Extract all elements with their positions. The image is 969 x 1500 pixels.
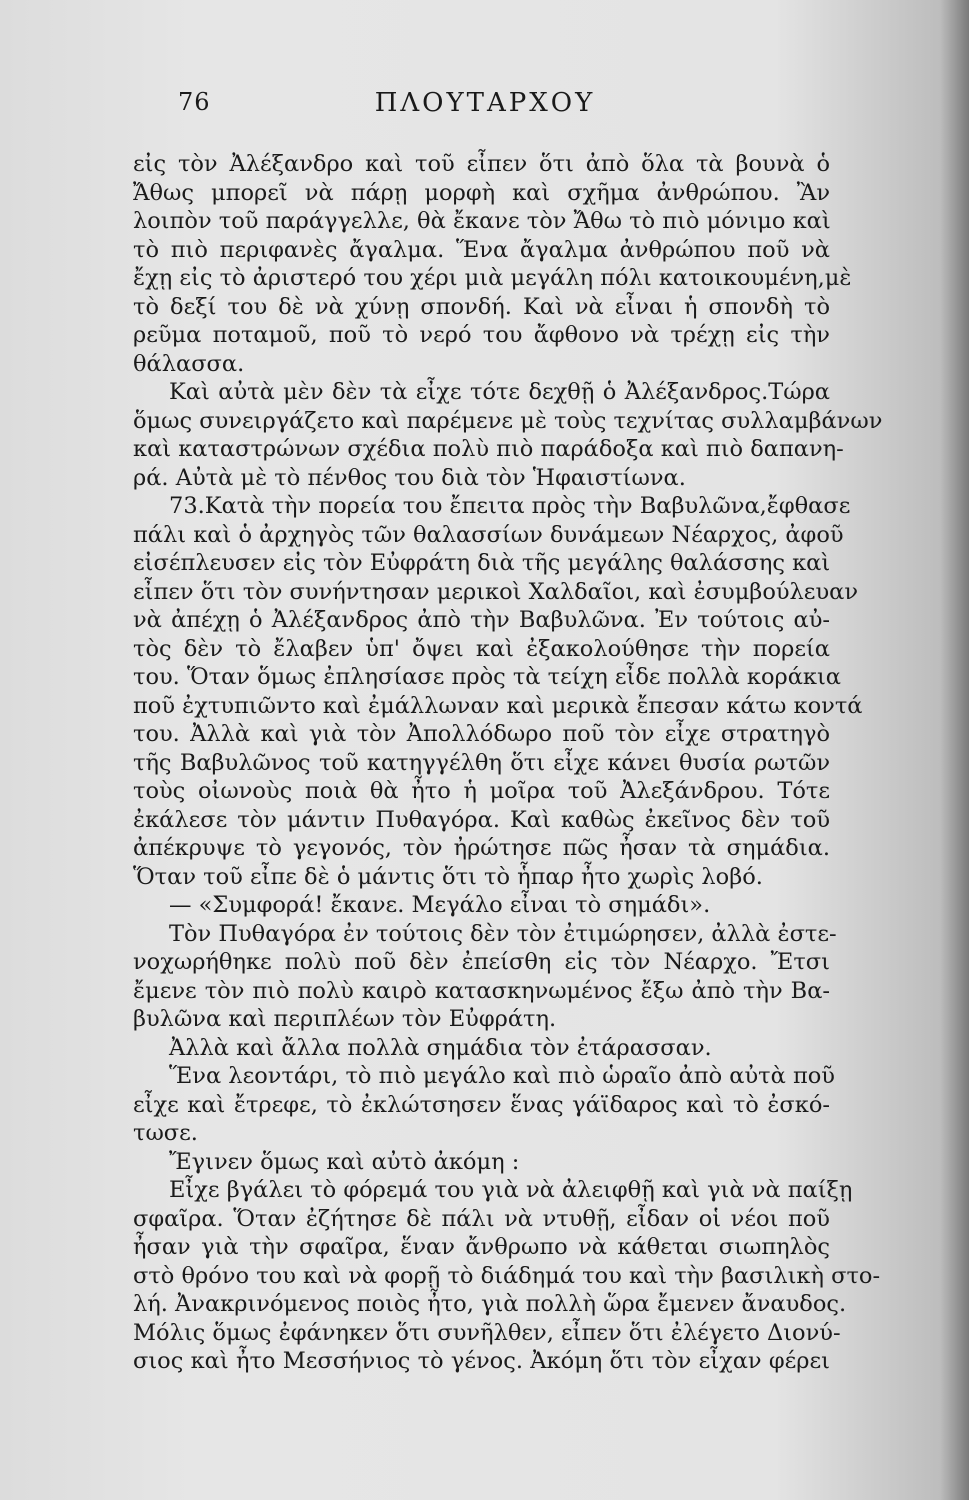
- text-line: του. Ἀλλὰ καὶ γιὰ τὸν Ἀπολλόδωρο ποῦ τὸν εἶχε στρατηγὸ: [133, 721, 830, 747]
- text-line: Ἕνα λεοντάρι, τὸ πιὸ μεγάλο καὶ πιὸ ὡραῖο ἀπὸ αὐτὰ ποῦ: [169, 1063, 835, 1089]
- text-line: Ἔγινεν ὅμως καὶ αὐτὸ ἀκόμη :: [169, 1148, 520, 1175]
- text-line: θάλασσα.: [133, 350, 245, 377]
- text-line: τῆς Βαβυλῶνος τοῦ κατηγγέλθη ὅτι εἶχε κάνει θυσία ρωτῶν: [133, 749, 830, 776]
- text-line: νὰ ἀπέχῃ ὁ Ἀλέξανδρος ἀπὸ τὴν Βαβυλῶνα. Ἐν τούτοις αὐ-: [133, 607, 830, 633]
- text-line: τωσε.: [133, 1120, 198, 1146]
- text-line: ὅμως συνειργάζετο καὶ παρέμενε μὲ τοὺς τεχνίτας συλλαμβάνων: [133, 407, 883, 434]
- text-line: ἔχῃ εἰς τὸ ἀριστερό του χέρι μιὰ μεγάλη πόλι κατοικουμένη,μὲ: [133, 265, 852, 291]
- page-number: 76: [178, 88, 211, 116]
- text-line: Μόλις ὅμως ἐφάνηκεν ὅτι συνῆλθεν, εἶπεν ὅτι ἐλέγετο Διονύ-: [133, 1319, 841, 1346]
- text-line: Τὸν Πυθαγόρα ἐν τούτοις δὲν τὸν ἐτιμώρησεν, ἀλλὰ ἐστε-: [169, 920, 837, 947]
- text-line: σφαῖρα. Ὅταν ἐζήτησε δὲ πάλι νὰ ντυθῇ, εἶδαν οἱ νέοι ποῦ: [133, 1205, 830, 1232]
- text-line: λή. Ἀνακρινόμενος ποιὸς ἦτο, γιὰ πολλὴ ὥρα ἔμενεν ἄναυδος.: [133, 1291, 847, 1317]
- text-line: ρεῦμα ποταμοῦ, ποῦ τὸ νερό του ἄφθονο νὰ τρέχῃ εἰς τὴν: [133, 322, 830, 348]
- text-line: ρά. Αὐτὰ μὲ τὸ πένθος του διὰ τὸν Ἡφαιστίωνα.: [133, 464, 686, 491]
- text-line: Ἄθως μπορεῖ νὰ πάρῃ μορφὴ καὶ σχῆμα ἀνθρώπου. Ἂν: [133, 179, 830, 206]
- text-line: τὸς δὲν τὸ ἔλαβεν ὑπ' ὄψει καὶ ἐξακολούθησε τὴν πορεία: [133, 635, 830, 662]
- text-line: ἀπέκρυψε τὸ γεγονός, τὸν ἠρώτησε πῶς ἦσαν τὰ σημάδια.: [133, 835, 830, 861]
- text-line: εἶπεν ὅτι τὸν συνήντησαν μερικοὶ Χαλδαῖοι, καὶ ἐσυμβούλευαν: [133, 578, 859, 605]
- text-line: ἐκάλεσε τὸν μάντιν Πυθαγόρα. Καὶ καθὼς ἐκεῖνος δὲν τοῦ: [133, 806, 830, 833]
- running-title: ΠΛΟΥΤΑΡΧΟΥ: [374, 88, 596, 118]
- page-header: [130, 88, 840, 128]
- text-line: πάλι καὶ ὁ ἀρχηγὸς τῶν θαλασσίων δυνάμεων Νέαρχος, ἀφοῦ: [133, 521, 844, 548]
- text-line: Καὶ αὐτὰ μὲν δὲν τὰ εἶχε τότε δεχθῇ ὁ Ἀλέξανδρος.Τώρα: [169, 379, 830, 405]
- text-line: νοχωρήθηκε πολὺ ποῦ δὲν ἐπείσθη εἰς τὸν Νέαρχο. Ἔτσι: [133, 949, 830, 975]
- text-line: ἔμενε τὸν πιὸ πολὺ καιρὸ κατασκηνωμένος ἔξω ἀπὸ τὴν Βα-: [133, 977, 830, 1004]
- text-line: εἰς τὸν Ἀλέξανδρο καὶ τοῦ εἶπεν ὅτι ἀπὸ ὅλα τὰ βουνὰ ὁ: [133, 151, 830, 177]
- text-line: του. Ὅταν ὅμως ἐπλησίασε πρὸς τὰ τείχη εἶδε πολλὰ κοράκια: [133, 664, 841, 690]
- text-line: τὸ πιὸ περιφανὲς ἄγαλμα. Ἕνα ἄγαλμα ἀνθρώπου ποῦ νὰ: [133, 236, 830, 263]
- text-line: Εἶχε βγάλει τὸ φόρεμά του γιὰ νὰ ἀλειφθῇ καὶ γιὰ νὰ παίξῃ: [169, 1177, 853, 1203]
- body-text: [133, 150, 883, 1376]
- text-line: ἦσαν γιὰ τὴν σφαῖρα, ἕναν ἄνθρωπο νὰ κάθεται σιωπηλὸς: [133, 1234, 830, 1260]
- text-line: Ἀλλὰ καὶ ἄλλα πολλὰ σημάδια τὸν ἐτάρασσαν.: [169, 1034, 712, 1061]
- text-line: τοὺς οἰωνοὺς ποιὰ θὰ ἦτο ἡ μοῖρα τοῦ Ἀλεξάνδρου. Τότε: [133, 778, 830, 804]
- text-line: βυλῶνα καὶ περιπλέων τὸν Εὐφράτη.: [133, 1006, 557, 1032]
- text-line: καὶ καταστρώνων σχέδια πολὺ πιὸ παράδοξα καὶ πιὸ δαπανη-: [133, 436, 844, 462]
- text-line: εἰσέπλευσεν εἰς τὸν Εὐφράτη διὰ τῆς μεγάλης θαλάσσης καὶ: [133, 550, 831, 576]
- text-line: — «Συμφορά! ἔκανε. Μεγάλο εἶναι τὸ σημάδι».: [169, 892, 711, 918]
- text-line: ποῦ ἐχτυπιῶντο καὶ ἐμάλλωναν καὶ μερικὰ ἔπεσαν κάτω κοντά: [133, 692, 863, 719]
- text-line: στὸ θρόνο του καὶ νὰ φορῇ τὸ διάδημά του καὶ τὴν βασιλικὴ στο-: [133, 1262, 881, 1289]
- text-line: τὸ δεξί του δὲ νὰ χύνῃ σπονδή. Καὶ νὰ εἶναι ἡ σπονδὴ τὸ: [133, 293, 830, 320]
- text-line: εἶχε καὶ ἔτρεφε, τὸ ἐκλώτσησεν ἕνας γάϊδαρος καὶ τὸ ἐσκό-: [133, 1091, 830, 1118]
- text-line: Ὅταν τοῦ εἶπε δὲ ὁ μάντις ὅτι τὸ ἧπαρ ἦτο χωρὶς λοβό.: [133, 863, 763, 890]
- text-line: 73.Κατὰ τὴν πορεία του ἔπειτα πρὸς τὴν Βαβυλῶνα,ἔφθασε: [169, 493, 851, 519]
- text-line: σιος καὶ ἦτο Μεσσήνιος τὸ γένος. Ἀκόμη ὅτι τὸν εἶχαν φέρει: [133, 1348, 830, 1374]
- text-line: λοιπὸν τοῦ παράγγελλε, θὰ ἔκανε τὸν Ἄθω τὸ πιὸ μόνιμο καὶ: [133, 208, 831, 234]
